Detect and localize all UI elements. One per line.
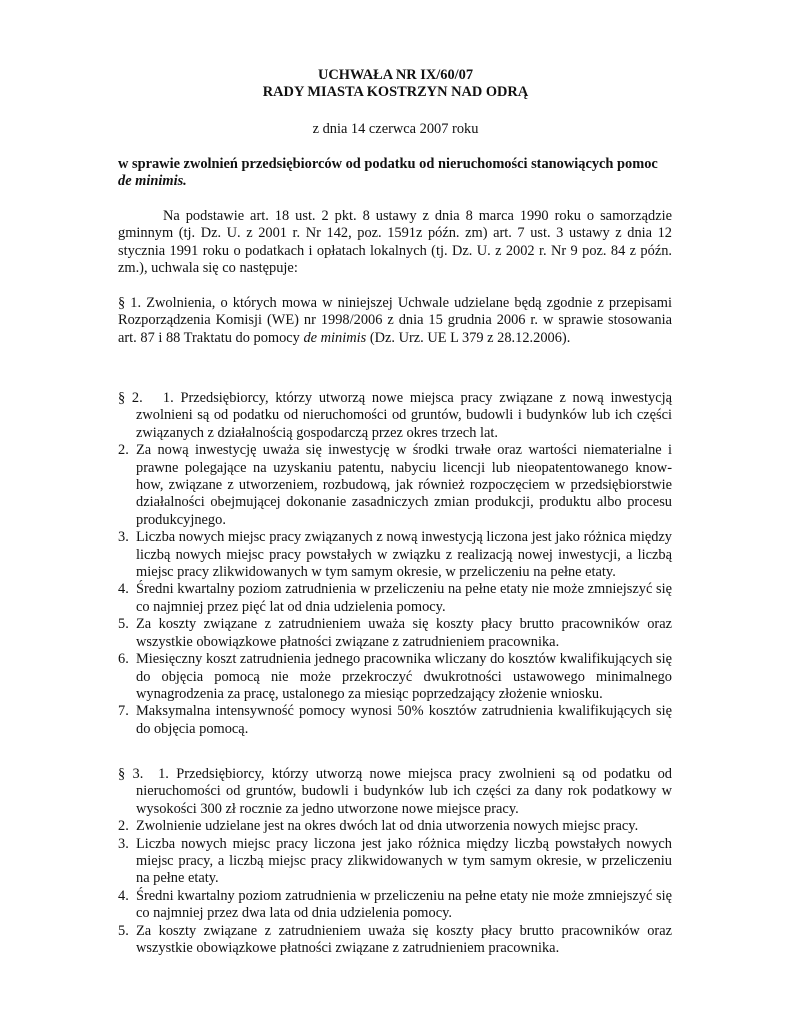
par2-item-4-num: 4.: [118, 581, 129, 598]
par3-item-4-num: 4.: [118, 887, 129, 904]
par2-item-1-text: [118, 390, 672, 441]
par3-item-2-num: 2.: [118, 818, 129, 835]
par2-item-2: [118, 442, 672, 529]
par2-item-5-num: 5.: [118, 616, 129, 633]
par2-item-7: [118, 703, 672, 738]
subject-text: w sprawie zwolnień przedsiębiorców od podatku od nieruchomości stanowiących pomoc: [118, 156, 658, 172]
paragraph-2-list: [118, 390, 672, 738]
par3-item-1: [118, 766, 672, 818]
par3-item-3: [118, 836, 672, 888]
par2-item-7-text: Maksymalna intensywność pomocy wynosi 50% kosztów zatrudnienia kwalifikujących się do objęcia pomocą.: [136, 703, 672, 737]
par2-item-3-num: 3.: [118, 529, 129, 546]
par2-item-6-text: Miesięczny koszt zatrudnienia jednego pracownika wliczany do kosztów kwalifikujących się do objęcia pomocą nie może przekroczyć dwukrotności ustawowego minimalnego wynagrodzenia za pracę, ustalonego za miesiąc poprzedzający złożenie wniosku.: [136, 651, 672, 702]
par3-item-5-text: Za koszty związane z zatrudnieniem uważa się koszty płacy brutto pracowników oraz wszystkie obowiązkowe płatności związane z zatrudnieniem pracownika.: [136, 922, 672, 957]
par3-item-4-text: Średni kwartalny poziom zatrudnienia w przeliczeniu na pełne etaty nie może zmniejszyć się co najmniej przez dwa lata od dnia udzielenia pomocy.: [136, 887, 672, 922]
par2-item-6: [118, 651, 672, 703]
par2-item-3-text: Liczba nowych miejsc pracy związanych z nową inwestycją liczona jest jako różnica między liczbą nowych miejsc pracy powstałych w związku z realizacją nowej inwestycji, a liczbą miejsc pracy zlikwidowanych w tym samym okresie, w przeliczeniu na pełne etaty.: [136, 529, 672, 581]
par2-item-4: [118, 581, 672, 616]
par2-item-1-num: § 2.: [118, 390, 143, 406]
par2-item-4-text: Średni kwartalny poziom zatrudnienia w przeliczeniu na pełne etaty nie może zmniejszyć się co najmniej przez pięć lat od dnia udzielenia pomocy.: [136, 581, 672, 615]
par2-item-2-num: 2.: [118, 442, 129, 459]
par1-before: § 1. Zwolnienia, o których mowa w niniejszej Uchwale udzielane będą zgodnie z przepisami Rozporządzenia Komisji (WE) nr 1998/2006 z dnia 15 grudnia 2006 r. w sprawie stosowania art. 87 i 88 Traktatu do pomocy: [118, 295, 672, 346]
par2-item-3: [118, 529, 672, 581]
paragraph-3-list: [118, 766, 672, 957]
resolution-number: UCHWAŁA NR IX/60/07: [317, 67, 474, 83]
par3-item-4: [118, 888, 672, 923]
par2-item-7-num: 7.: [118, 703, 129, 720]
par2-item-5: [118, 616, 672, 651]
par2-item-6-num: 6.: [118, 651, 129, 668]
council-name: RADY MIASTA KOSTRZYN NAD ODRĄ: [262, 84, 529, 100]
par2-item-1: [118, 390, 672, 442]
par1-italic: de minimis: [303, 329, 367, 346]
preamble: Na podstawie art. 18 ust. 2 pkt. 8 ustawy z dnia 8 marca 1990 roku o samorządzie gminnym (tj. Dz. U. z 2001 r. Nr 142, poz. 1591z późn. zm) art. 7 ust. 3 ustawy z dnia 12 stycznia 1991 roku o podatkach i opłatach lokalnych (tj. Dz. U. z 2002 r. Nr 9 poz. 84 z późn. zm.), uchwala się co następuje:: [118, 208, 672, 277]
par3-item-5: [118, 923, 672, 958]
par2-item-2-text: Za nową inwestycję uważa się inwestycję w środki trwałe oraz wartości niematerialne i prawne polegające na uzyskaniu patentu, nabyciu licencji lub nieopatentowanego know-how, związane z utworzeniem, rozbudową, jak również rozpoczęciem w przedsiębiorstwie działalności obejmującej dokonanie zasadniczych zmian produkcji, produktu albo procesu produkcyjnego.: [136, 442, 672, 528]
par1-after: (Dz. Urz. UE L 379 z 28.12.2006).: [366, 329, 571, 346]
par3-item-3-num: 3.: [118, 835, 129, 852]
par3-item-1-body: 1. Przedsiębiorcy, którzy utworzą nowe miejsca pracy zwolnieni są od podatku od nieruchomości od gruntów, budowli i budynków lub ich części za dany rok podatkowy w wysokości 300 zł rocznie za jedno utworzone nowe miejsce pracy.: [136, 766, 672, 817]
par3-item-3-text: Liczba nowych miejsc pracy liczona jest jako różnica między liczbą powstałych nowych miejsc pracy, a liczbą miejsc pracy zlikwidowanych w tym samym okresie, w przeliczeniu na pełne etaty.: [136, 835, 672, 887]
par3-item-2-text: Zwolnienie udzielane jest na okres dwóch lat od dnia utworzenia nowych miejsc pracy.: [136, 818, 639, 835]
resolution-subject: [118, 156, 672, 191]
par3-item-1-text: [118, 766, 672, 817]
par3-item-2: [118, 818, 672, 835]
subject-italic: de minimis.: [118, 173, 187, 190]
paragraph-1: [118, 295, 672, 347]
par2-item-5-text: Za koszty związane z zatrudnieniem uważa się koszty płacy brutto pracowników oraz wszystkie obowiązkowe płatności związane z zatrudnieniem pracownika.: [136, 616, 672, 650]
par2-item-1-body: 1. Przedsiębiorcy, którzy utworzą nowe miejsca pracy związane z nową inwestycją zwolnieni są od podatku od nieruchomości od gruntów, budowli i budynków lub ich części związanych z działalnością gospodarczą przez okres trzech lat.: [136, 390, 672, 441]
par3-item-5-num: 5.: [118, 922, 129, 939]
resolution-date: z dnia 14 czerwca 2007 roku: [312, 121, 479, 137]
par3-item-1-num: § 3.: [118, 766, 144, 782]
